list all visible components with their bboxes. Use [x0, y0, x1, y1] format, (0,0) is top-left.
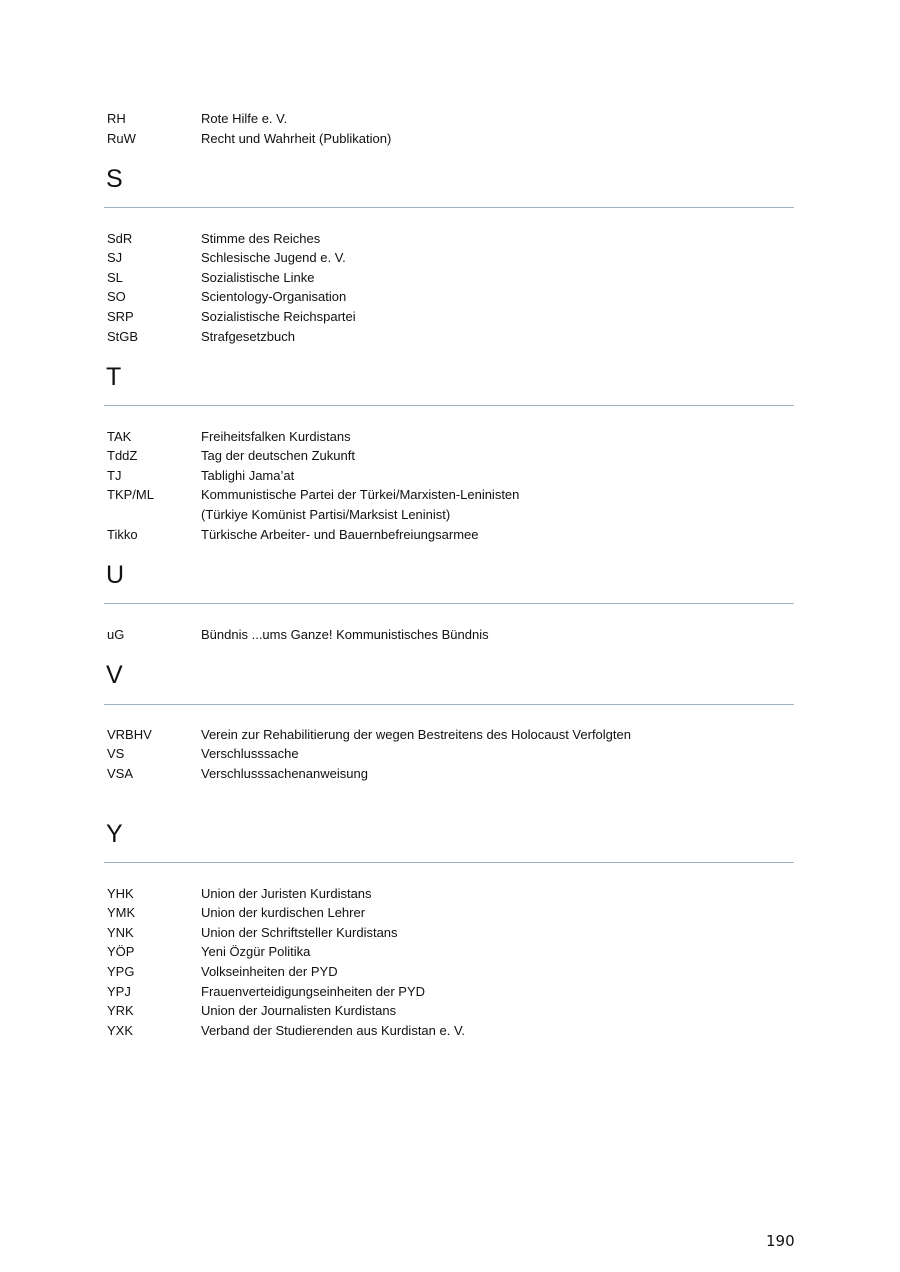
definition: Recht und Wahrheit (Publikation) [201, 131, 392, 146]
entry-row [0, 903, 900, 923]
definition: Scientology-Organisation [201, 289, 347, 304]
definition: Tag der deutschen Zukunft [201, 448, 355, 463]
entry-row [0, 485, 900, 505]
entry-row [0, 725, 900, 745]
entry-row [0, 109, 900, 129]
entry-row [0, 884, 900, 904]
definition: Verschlusssachenanweisung [201, 766, 368, 781]
entry-row [0, 982, 900, 1002]
abbreviation: YRK [107, 1003, 134, 1018]
abbreviation: StGB [107, 329, 139, 344]
entry-row [0, 962, 900, 982]
definition: (Türkiye Komünist Partisi/Marksist Leninist) [201, 507, 451, 522]
section-letter-y: Y [106, 820, 123, 848]
abbreviation: Tikko [107, 527, 138, 542]
entry-row [0, 744, 900, 764]
abbreviation: RH [107, 111, 126, 126]
definition: Union der Juristen Kurdistans [201, 886, 372, 901]
definition: Union der kurdischen Lehrer [201, 905, 366, 920]
entry-row [0, 248, 900, 268]
abbreviation: SdR [107, 231, 133, 246]
definition: Sozialistische Reichspartei [201, 309, 356, 324]
definition: Verschlusssache [201, 746, 299, 761]
abbreviation: RuW [107, 131, 136, 146]
entry-row-continuation [0, 505, 900, 525]
abbreviation: YXK [107, 1023, 134, 1038]
definition: Schlesische Jugend e. V. [201, 250, 346, 265]
definition: Sozialistische Linke [201, 270, 315, 285]
abbreviation: VRBHV [107, 727, 152, 742]
entry-row [0, 923, 900, 943]
abbreviation: uG [107, 627, 125, 642]
abbreviation: VSA [107, 766, 134, 781]
definition: Union der Schriftsteller Kurdistans [201, 925, 398, 940]
definition: Volkseinheiten der PYD [201, 964, 338, 979]
definition: Kommunistische Partei der Türkei/Marxisten-Leninisten [201, 487, 520, 502]
entry-row [0, 307, 900, 327]
abbreviation: SJ [107, 250, 123, 265]
abbreviation: YNK [107, 925, 134, 940]
abbreviation: SO [107, 289, 126, 304]
section-letter-u: U [106, 561, 125, 589]
definition: Verband der Studierenden aus Kurdistan e. V. [201, 1023, 466, 1038]
entry-row [0, 466, 900, 486]
abbreviation: SRP [107, 309, 134, 324]
definition: Türkische Arbeiter- und Bauernbefreiungsarmee [201, 527, 479, 542]
entry-row [0, 229, 900, 249]
entry-row [0, 625, 900, 645]
abbreviation: VS [107, 746, 125, 761]
section-letter-s: S [106, 165, 123, 193]
definition: Tablighi Jama’at [201, 468, 295, 483]
abbreviation: YÖP [107, 944, 135, 959]
section-letter-t: T [106, 363, 122, 391]
abbreviation: SL [107, 270, 123, 285]
abbreviation: YMK [107, 905, 136, 920]
section-divider [104, 207, 794, 208]
section-divider [104, 405, 794, 406]
entry-row [0, 427, 900, 447]
abbreviation: YHK [107, 886, 134, 901]
abbreviation: TKP/ML [107, 487, 154, 502]
entry-row [0, 268, 900, 288]
definition: Frauenverteidigungseinheiten der PYD [201, 984, 426, 999]
definition: Stimme des Reiches [201, 231, 321, 246]
definition: Union der Journalisten Kurdistans [201, 1003, 397, 1018]
entry-row [0, 1021, 900, 1041]
section-divider [104, 862, 794, 863]
definition: Freiheitsfalken Kurdistans [201, 429, 351, 444]
entry-row [0, 129, 900, 149]
abbreviation: TJ [107, 468, 122, 483]
entry-row [0, 327, 900, 347]
abbreviation: TddZ [107, 448, 138, 463]
entry-row [0, 287, 900, 307]
definition: Rote Hilfe e. V. [201, 111, 288, 126]
entry-row [0, 446, 900, 466]
entry-row [0, 764, 900, 784]
entry-row [0, 1001, 900, 1021]
abbreviation: YPG [107, 964, 135, 979]
abbreviation: YPJ [107, 984, 131, 999]
definition: Strafgesetzbuch [201, 329, 295, 344]
definition: Bündnis ...ums Ganze! Kommunistisches Bündnis [201, 627, 489, 642]
section-divider [104, 704, 794, 705]
definition: Yeni Özgür Politika [201, 944, 311, 959]
entry-row [0, 942, 900, 962]
section-letter-v: V [106, 661, 123, 689]
entry-row [0, 525, 900, 545]
definition: Verein zur Rehabilitierung der wegen Bestreitens des Holocaust Verfolgten [201, 727, 631, 742]
section-divider [104, 603, 794, 604]
abbreviation: TAK [107, 429, 132, 444]
page-number: 190 [766, 1232, 795, 1250]
